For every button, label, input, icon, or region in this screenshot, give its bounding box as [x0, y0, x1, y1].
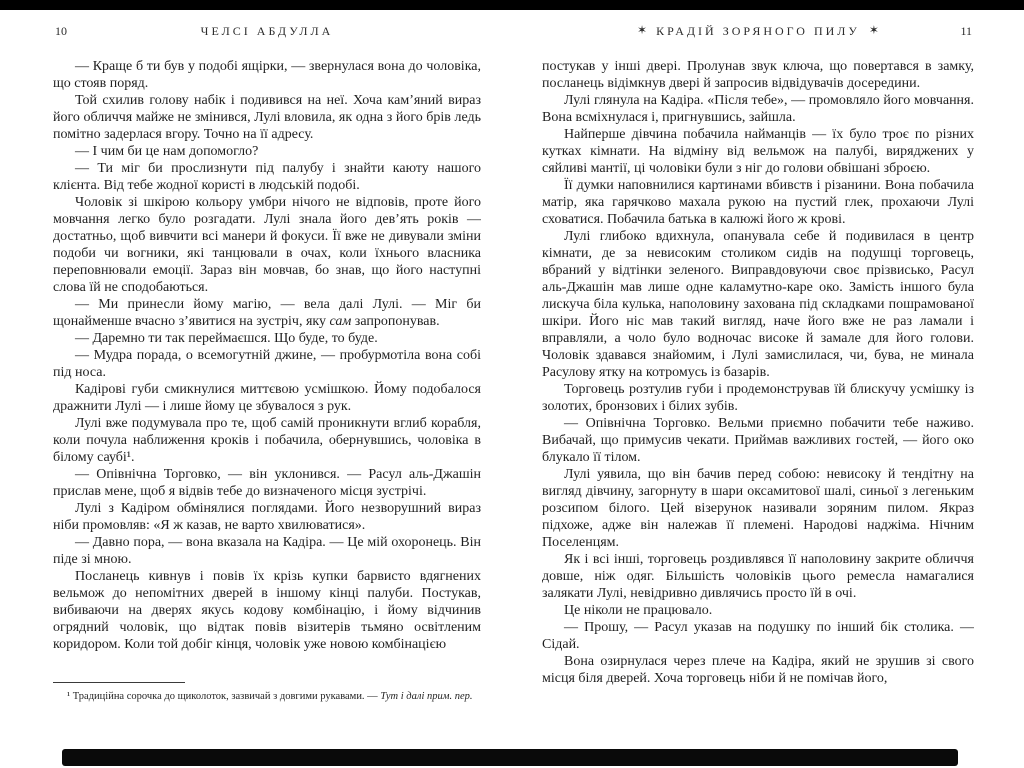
running-title-book: КРАДІЙ ЗОРЯНОГО ПИЛУ [656, 24, 860, 38]
paragraph: Лулі глибоко вдихнула, опанувала себе й подивилася в центр кімнати, де за невисоким столиком сидів на подушці торговець, вбраний у відтінки зеленого. Виправдовуючи своє прізвисько, Расул аль-Джашін мав лише одне каламутно-каре око. Замість іншого була лискуча біла кулька, наполовину захована під складками пошрамованої шкіри. Його ніс мав такий вигляд, наче його вже не раз ламали і вправляли, а чоло було водночас високе й замале для його голови. Чоловік здавався знайомим, і Лулі замислилася, чи, бува, не минала Расулову ятку на котромусь із базарів. [542, 229, 974, 380]
paragraph: — Прошу, — Расул указав на подушку по інший бік столика. — Сідай. [542, 620, 974, 652]
paragraph: — Ми принесли йому магію, — вела далі Лулі. — Міг би щонайменше вчасно з’явитися на зустріч, яку сам запропонував. [53, 297, 481, 329]
page-number-right: 11 [960, 24, 972, 38]
paragraph: Найперше дівчина побачила найманців — їх було троє по різних кутках кімнати. На відміну від вельмож на палубі, виряджених у сяйливі мантії, ці чоловіки були з ніг до голови обвішані зброєю. [542, 127, 974, 176]
paragraph: — Даремно ти так переймаєшся. Що буде, то буде. [75, 331, 378, 346]
footnote-text: ¹ Традиційна сорочка до щиколоток, зазвичай з довгими рукавами. — Тут і далі прим. пер. [67, 691, 473, 702]
book-page-right [542, 0, 974, 768]
running-title-author: ЧЕЛСІ АБДУЛЛА [200, 24, 334, 38]
paragraph: — Мудра порада, о всемогутній джине, — пробурмотіла вона собі під носа. [53, 348, 481, 380]
running-header-right [542, 24, 974, 39]
paragraph: Як і всі інші, торговець роздивлявся її наполовину закрите обличчя довше, ніж одяг. Більшість чоловіків цього ремесла намагалися залякати Лулі, невідривно дивлячись просто їй в очі. [542, 552, 974, 601]
right-page-body [542, 58, 974, 687]
paragraph: Чоловік зі шкірою кольору умбри нічого не відповів, проте його мовчання легко було розгадати. Лулі знала його дев’ять років — достатньо, щоб вивчити всі манери й фокуси. Її вже не дивували зміни подоби чи вогники, які танцювали в очах, коли їхнього власника переповнювали емоції. Зараз він мовчав, бо знав, що його наступні слова їй не сподобаються. [53, 195, 481, 295]
paragraph: — Опівнічна Торговко. Вельми приємно побачити тебе наживо. Вибачай, що примусив чекати. Приймав важливих гостей, — його око блукало її тілом. [542, 416, 974, 465]
paragraph: Кадірові губи смикнулися миттєвою усмішкою. Йому подобалося дражнити Лулі — і лише йому це збувалося з рук. [53, 382, 481, 414]
paragraph: Посланець кивнув і повів їх крізь купки барвисто вдягнених вельмож до непомітних дверей в іншому кінці палуби. Постукав, вибиваючи на дверях якусь кодову комбінацію, і йому відчинив огрядний чоловік, що відтак повів візитерів тьмяно освітленим коридором. Коли той добіг кінця, чоловік уже новою комбінацією [53, 569, 481, 652]
book-page-left [53, 0, 481, 768]
paragraph: Це ніколи не працювало. [564, 603, 713, 618]
paragraph: Лулі глянула на Кадіра. «Після тебе», — промовляло його мовчання. Вона всміхнулася і, пригнувшись, зайшла. [542, 93, 974, 125]
paragraph: — Краще б ти був у подобі ящірки, — звернулася вона до чоловіка, що стояв поряд. [53, 59, 481, 91]
page-number-left: 10 [55, 24, 67, 38]
paragraph: Лулі з Кадіром обмінялися поглядами. Його незворушний вираз ніби промовляв: «Я ж казав, не варто хвилюватися». [53, 501, 481, 533]
footnote-block [53, 682, 481, 704]
paragraph: Її думки наповнилися картинами вбивств і різанини. Вона побачила матір, яка гарячково махала рукою на пустий глек, прохаючи Лулі сховатися. Побачила батька в калюжі його ж крові. [542, 178, 974, 227]
paragraph: Торговець розтулив губи і продемонстрував їй блискучу усмішку із золотих, бронзових і білих зубів. [542, 382, 974, 414]
paragraph: — Ти міг би прослизнути під палубу і знайти каюту нашого клієнта. Від тебе жодної користі в людській подобі. [53, 161, 481, 193]
running-header-left [53, 24, 481, 39]
bottom-black-bar [62, 749, 958, 766]
footnote-rule [53, 682, 185, 683]
paragraph: Той схилив голову набік і подивився на неї. Хоча кам’яний вираз його обличчя майже не змінився, Лулі вловила, як одна з його брів ледь помітно задерлася вгору. Точно на її адресу. [53, 93, 481, 142]
left-page-body [53, 58, 481, 653]
paragraph: — Опівнічна Торговко, — він уклонився. — Расул аль-Джашін прислав мене, щоб я відвів тебе до визначеного місця зустрічі. [53, 467, 481, 499]
paragraph: Лулі уявила, що він бачив перед собою: невисоку й тендітну на вигляд дівчину, загорнуту в шари оксамитової шалі, синьої з легеньким розсипом білого. Цей візерунок називали зоряним пилом. Якраз підхоже, адже він належав її племені. Народові наджіма. Нічним Поселенцям. [542, 467, 974, 550]
star-icon: ✶ [637, 23, 648, 37]
paragraph: постукав у інші двері. Пролунав звук ключа, що повертався в замку, посланець відімкнув двері й запросив відвідувачів досередини. [542, 59, 974, 91]
paragraph: Лулі вже подумувала про те, щоб самій проникнути вглиб корабля, коли почула наближення кроків і побачила, обернувшись, чоловіка в білому саубі¹. [53, 416, 481, 465]
paragraph: — І чим би це нам допомогло? [75, 144, 259, 159]
paragraph: Вона озирнулася через плече на Кадіра, який не зрушив зі свого місця біля дверей. Хоча торговець ніби й не помічав його, [542, 654, 974, 686]
star-icon: ✶ [868, 23, 879, 37]
paragraph: — Давно пора, — вона вказала на Кадіра. — Це мій охоронець. Він піде зі мною. [53, 535, 481, 567]
